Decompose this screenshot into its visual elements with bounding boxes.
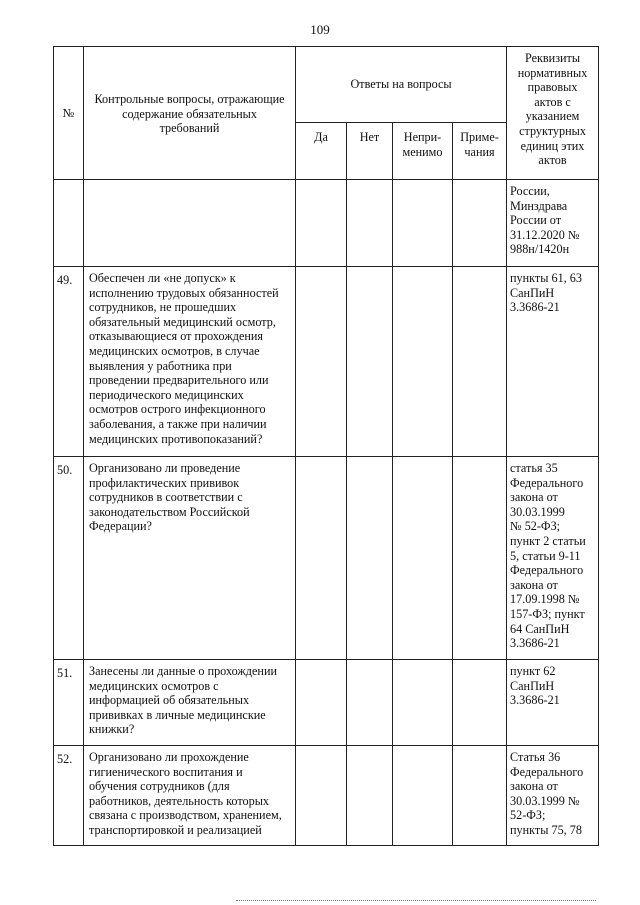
- answer-not-applicable-cell[interactable]: [393, 457, 453, 660]
- row-question: Занесены ли данные о прохождении медицинских осмотров с информацией об обязательных прививках в личные медицинские книжки?: [84, 660, 296, 746]
- page-number: 109: [310, 22, 330, 37]
- header-answers: Ответы на вопросы: [296, 47, 507, 123]
- table-row: [54, 746, 599, 846]
- answer-notes-cell[interactable]: [453, 746, 507, 846]
- answer-notes-cell[interactable]: [453, 180, 507, 267]
- row-number: 52.: [54, 746, 84, 846]
- header-no: Нет: [347, 123, 393, 180]
- row-question: Организовано ли проведение профилактических прививок сотрудников в соответствии с законодательством Российской Федерации?: [84, 457, 296, 660]
- answer-notes-cell[interactable]: [453, 457, 507, 660]
- table-row: [54, 267, 599, 457]
- answer-no-cell[interactable]: [347, 267, 393, 457]
- answer-not-applicable-cell[interactable]: [393, 180, 453, 267]
- answer-no-cell[interactable]: [347, 457, 393, 660]
- row-question: [84, 180, 296, 267]
- row-requisites: пункт 62 СанПиН 3.3686-21: [507, 660, 599, 746]
- answer-yes-cell[interactable]: [296, 746, 347, 846]
- header-notes: Приме- чания: [453, 123, 507, 180]
- row-requisites: статья 35 Федерального закона от 30.03.1999 № 52-ФЗ; пункт 2 статьи 5, статьи 9-11 Федерального закона от 17.09.1998 № 157-ФЗ; пункт 64 СанПиН 3.3686-21: [507, 457, 599, 660]
- header-not-applicable: Непри- менимо: [393, 123, 453, 180]
- header-yes: Да: [296, 123, 347, 180]
- row-number: 51.: [54, 660, 84, 746]
- row-question: Обеспечен ли «не допуск» к исполнению трудовых обязанностей сотрудников, не прошедших обязательный медицинский осмотр, отказывающиеся от прохождения медицинских осмотров, в случае выявления у работника при проведении предварительного или периодического медицинских осмотров острого инфекционного заболевания, а также при наличии медицинских противопоказаний?: [84, 267, 296, 457]
- answer-no-cell[interactable]: [347, 180, 393, 267]
- answer-notes-cell[interactable]: [453, 660, 507, 746]
- answer-no-cell[interactable]: [347, 746, 393, 846]
- answer-no-cell[interactable]: [347, 660, 393, 746]
- row-requisites: пункты 61, 63 СанПиН 3.3686-21: [507, 267, 599, 457]
- answer-yes-cell[interactable]: [296, 457, 347, 660]
- header-requisites: Реквизиты нормативных правовых актов с указанием структурных единиц этих актов: [507, 47, 599, 180]
- table-row: [54, 180, 599, 267]
- row-number: 50.: [54, 457, 84, 660]
- answer-not-applicable-cell[interactable]: [393, 660, 453, 746]
- header-num: №: [54, 47, 84, 180]
- row-requisites: России, Минздрава России от 31.12.2020 № 988н/1420н: [507, 180, 599, 267]
- row-question: Организовано ли прохождение гигиенического воспитания и обучения сотрудников (для работников, деятельность которых связана с производством, хранением, транспортировкой и реализацией: [84, 746, 296, 846]
- page-bottom-divider: [236, 900, 596, 902]
- header-row: [54, 47, 599, 123]
- answer-yes-cell[interactable]: [296, 660, 347, 746]
- row-number: [54, 180, 84, 267]
- table-row: [54, 457, 599, 660]
- row-number: 49.: [54, 267, 84, 457]
- answer-yes-cell[interactable]: [296, 180, 347, 267]
- answer-not-applicable-cell[interactable]: [393, 267, 453, 457]
- table-row: [54, 660, 599, 746]
- answer-not-applicable-cell[interactable]: [393, 746, 453, 846]
- row-requisites: Статья 36 Федерального закона от 30.03.1999 № 52-ФЗ; пункты 75, 78: [507, 746, 599, 846]
- answer-notes-cell[interactable]: [453, 267, 507, 457]
- answer-yes-cell[interactable]: [296, 267, 347, 457]
- requirements-checklist-table: [53, 46, 599, 846]
- header-question: Контрольные вопросы, отражающие содержание обязательных требований: [84, 47, 296, 180]
